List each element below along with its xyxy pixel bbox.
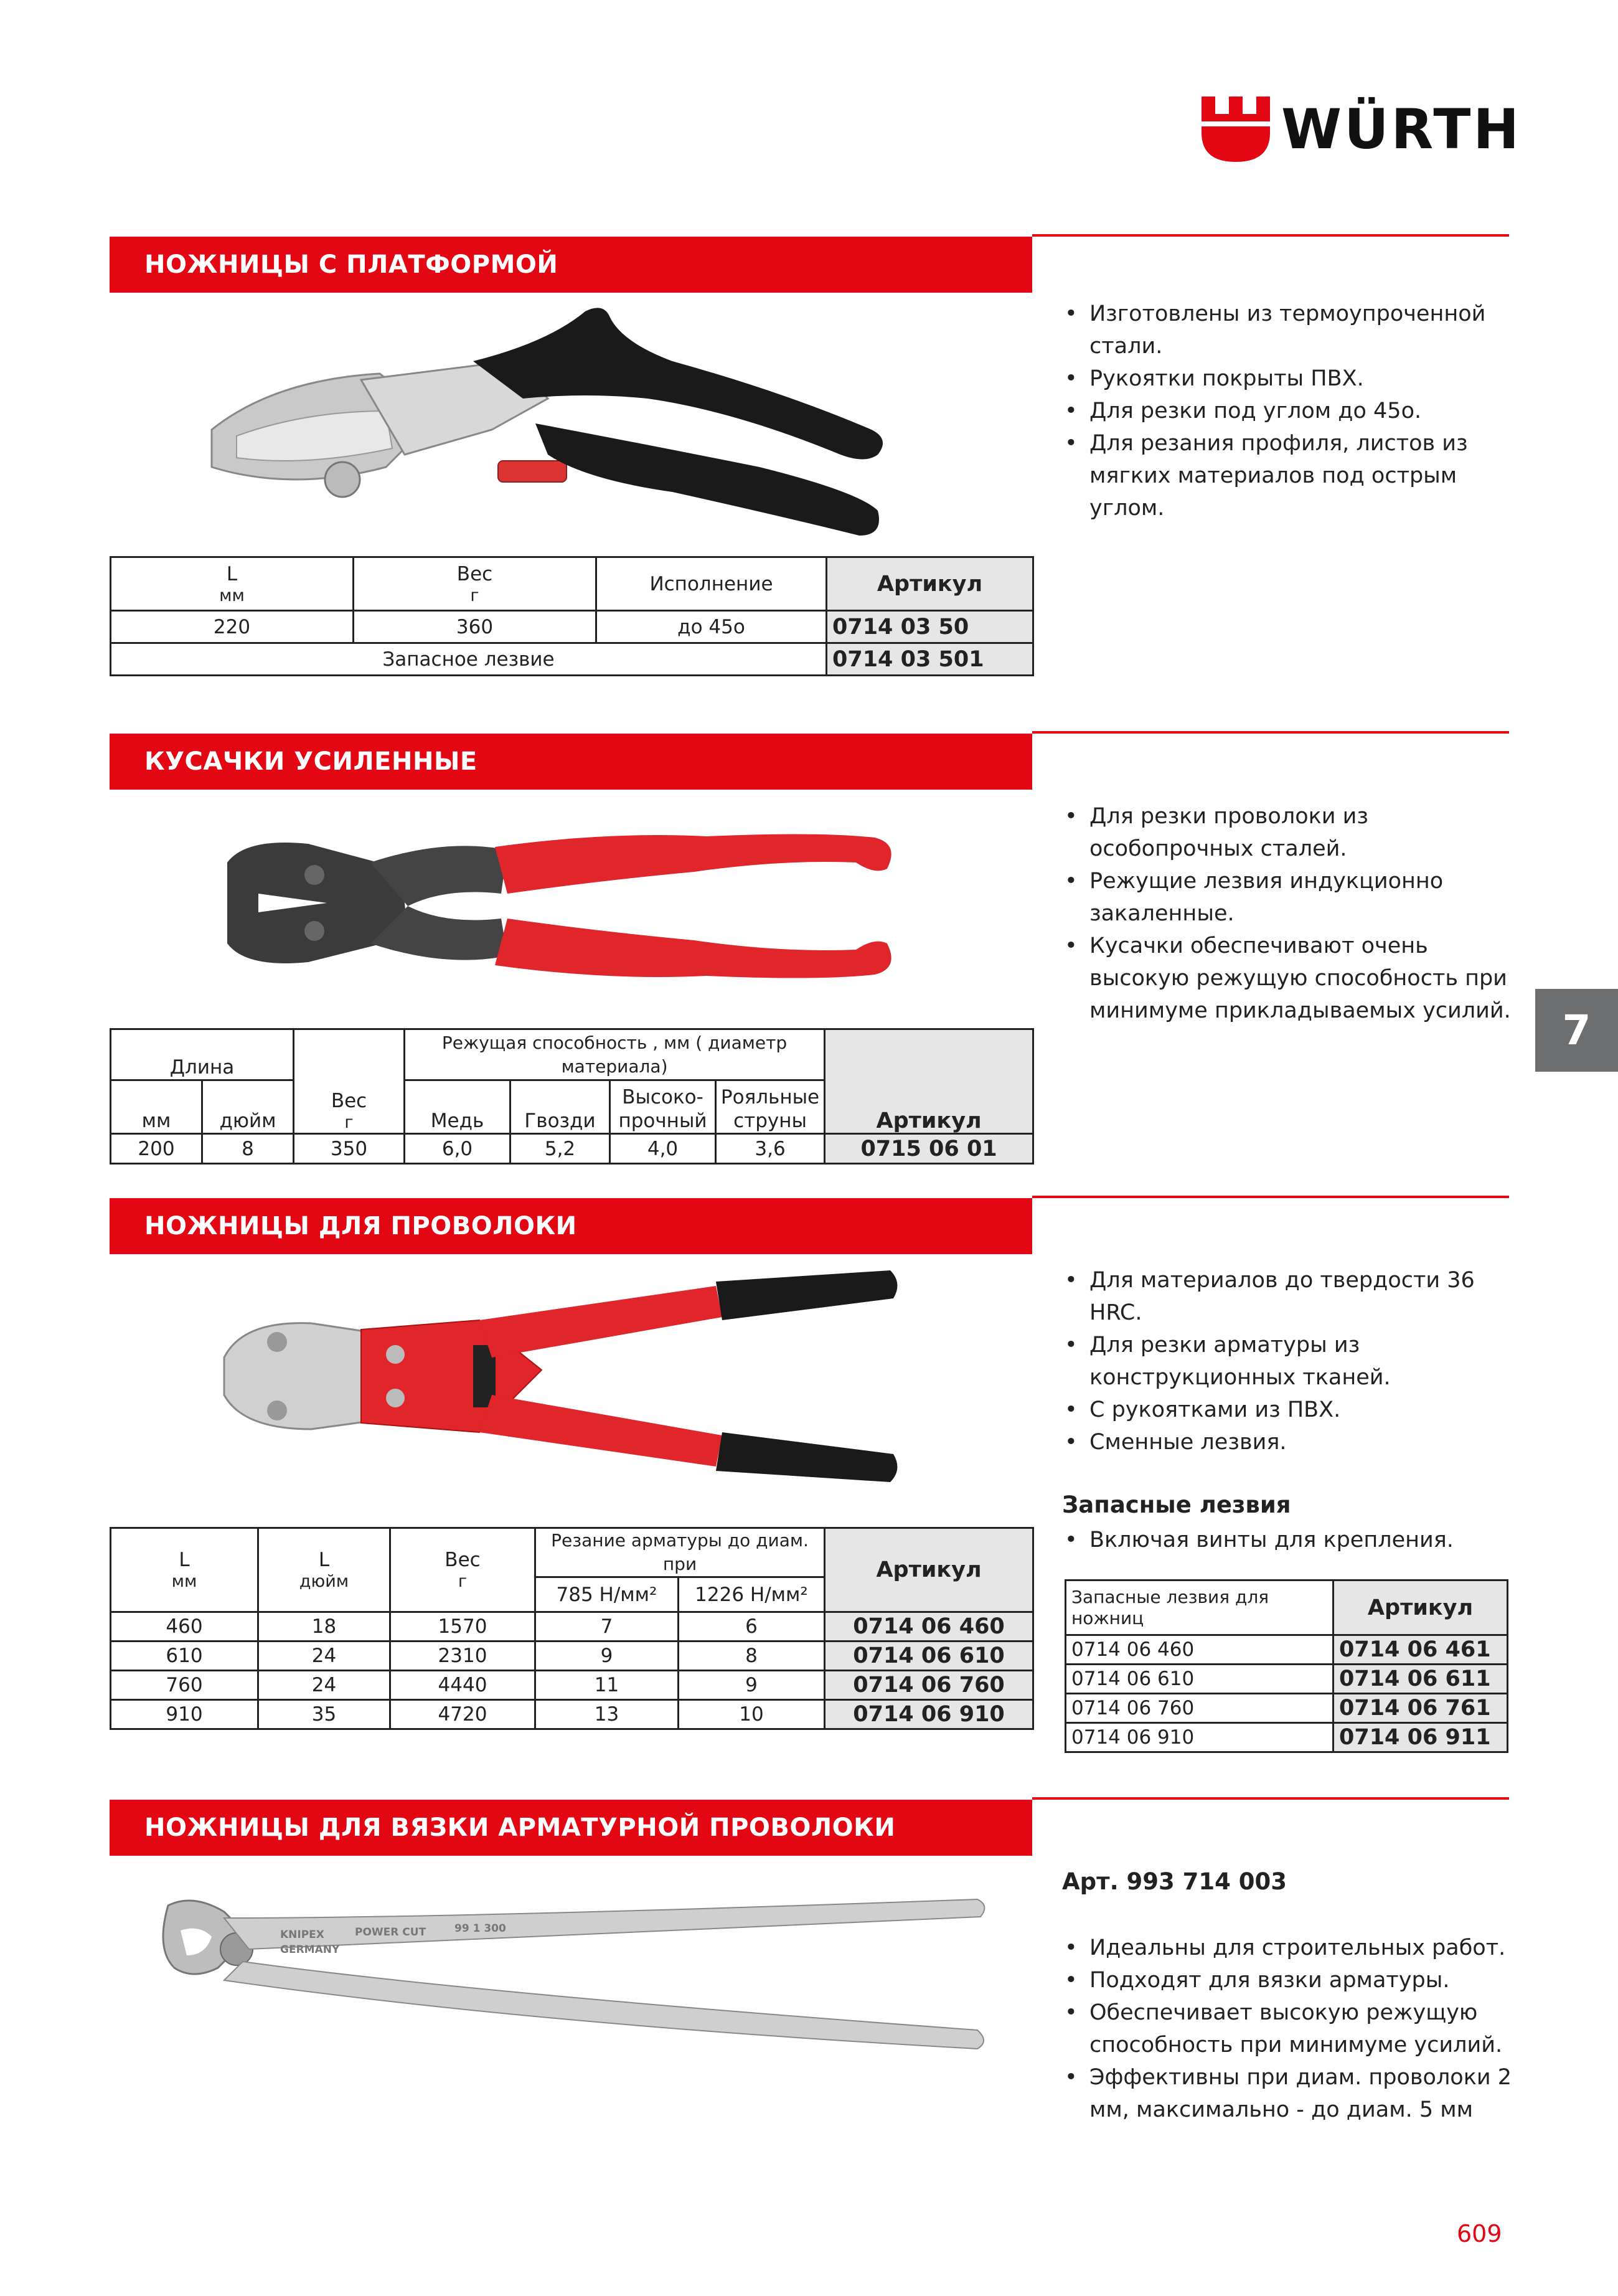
cell-weight: 4720 xyxy=(390,1700,535,1729)
wurth-emblem-icon xyxy=(1202,97,1270,162)
cell-tool-article: 0714 06 910 xyxy=(1066,1723,1333,1752)
spare-blades-heading: Запасные лезвия xyxy=(1062,1491,1291,1518)
feature-item: • Для резки арматуры из конструкционных тканей. xyxy=(1065,1329,1525,1394)
spare-blades-features xyxy=(1065,1524,1525,1556)
feature-item: • Для резки под углом до 45о. xyxy=(1065,395,1538,427)
section-divider xyxy=(1032,234,1509,237)
cell-cut-1226: 10 xyxy=(679,1700,825,1729)
col-header-article: Артикул xyxy=(825,1029,1033,1134)
feature-item: • Для резки проволоки из особопрочных сталей. xyxy=(1065,800,1525,865)
col-header-cut: Резание арматуры до диам. при xyxy=(535,1528,825,1577)
cell-tool-article: 0714 06 460 xyxy=(1066,1635,1333,1665)
cell-weight: 2310 xyxy=(390,1642,535,1671)
cell-article: 0714 06 761 xyxy=(1333,1694,1508,1723)
table-row xyxy=(1066,1665,1508,1694)
table-row xyxy=(1066,1694,1508,1723)
section-divider xyxy=(1032,731,1509,734)
cell-article: 0714 06 611 xyxy=(1333,1665,1508,1694)
cell-piano-wire: 3,6 xyxy=(716,1134,825,1164)
cell-mm: 460 xyxy=(111,1612,258,1642)
platform-shears-table xyxy=(110,556,1034,676)
cell-copper: 6,0 xyxy=(405,1134,510,1164)
col-header-length: Длина xyxy=(111,1029,294,1080)
feature-item: • Обеспечивает высокую режущую способность при минимуме усилий. xyxy=(1065,1996,1538,2061)
col-header-weight: Вес г xyxy=(354,557,596,611)
cell-inch: 24 xyxy=(258,1642,390,1671)
cell-high-strength: 4,0 xyxy=(610,1134,716,1164)
section-divider xyxy=(1032,1196,1509,1198)
col-header-l: L мм xyxy=(111,557,354,611)
cell-cut-785: 13 xyxy=(535,1700,679,1729)
feature-item: • Для материалов до твердости 36 HRC. xyxy=(1065,1264,1525,1329)
wire-cutters-image xyxy=(218,1270,903,1482)
feature-item: • Для резания профиля, листов из мягких материалов под острым углом. xyxy=(1065,427,1538,524)
spare-blades-table xyxy=(1065,1579,1508,1753)
table-row xyxy=(111,643,1033,676)
cell-cut-785: 7 xyxy=(535,1612,679,1642)
col-header-cut-1226: 1226 Н/мм² xyxy=(679,1577,825,1612)
cell-mm: 760 xyxy=(111,1671,258,1700)
platform-shears-features xyxy=(1065,298,1538,524)
section-divider xyxy=(1032,1797,1509,1800)
table-row xyxy=(111,1700,1033,1729)
rebar-pliers-features xyxy=(1065,1932,1538,2126)
col-header-mm: мм xyxy=(111,1080,202,1134)
col-header-article: Артикул xyxy=(827,557,1033,611)
cell-article: 0714 06 610 xyxy=(825,1642,1033,1671)
col-header-capacity: Режущая способность , мм ( диаметр материала) xyxy=(405,1029,825,1080)
tool-marking-brand: KNIPEX xyxy=(280,1929,324,1941)
feature-item: • С рукоятками из ПВХ. xyxy=(1065,1394,1525,1426)
cell-cut-1226: 6 xyxy=(679,1612,825,1642)
table-row xyxy=(111,1134,1033,1164)
col-header-inch: дюйм xyxy=(202,1080,294,1134)
feature-item: • Идеальны для строительных работ. xyxy=(1065,1932,1538,1964)
cell-nails: 5,2 xyxy=(510,1134,610,1164)
col-header-piano-wire: Рояльные струны xyxy=(716,1080,825,1134)
cell-mm: 610 xyxy=(111,1642,258,1671)
cell-article: 0714 06 461 xyxy=(1333,1635,1508,1665)
section-title-wire-cutters: НОЖНИЦЫ ДЛЯ ПРОВОЛОКИ xyxy=(110,1198,1032,1254)
section-title-bolt-cutters: КУСАЧКИ УСИЛЕННЫЕ xyxy=(110,734,1032,790)
cell-mm: 910 xyxy=(111,1700,258,1729)
cell-inch: 8 xyxy=(202,1134,294,1164)
chapter-tab[interactable]: 7 xyxy=(1535,989,1618,1072)
feature-item: • Эффективны при диам. проволоки 2 мм, максимально - до диам. 5 мм xyxy=(1065,2061,1538,2126)
cell-article: 0715 06 01 xyxy=(825,1134,1033,1164)
cell-tool-article: 0714 06 760 xyxy=(1066,1694,1333,1723)
tool-marking-model: POWER CUT xyxy=(355,1926,426,1939)
tool-marking-code: 99 1 300 xyxy=(454,1922,506,1935)
feature-item: • Включая винты для крепления. xyxy=(1065,1524,1525,1556)
col-header-version: Исполнение xyxy=(596,557,827,611)
feature-item: • Изготовлены из термоупроченной стали. xyxy=(1065,298,1538,362)
col-header-l-inch: L дюйм xyxy=(258,1528,390,1612)
table-row xyxy=(111,1642,1033,1671)
page-number: 609 xyxy=(1457,2220,1502,2247)
col-header-article: Артикул xyxy=(1333,1580,1508,1635)
platform-shears-image xyxy=(199,305,896,542)
feature-item: • Режущие лезвия индукционно закаленные. xyxy=(1065,865,1525,930)
cell-cut-1226: 8 xyxy=(679,1642,825,1671)
cell-weight: 1570 xyxy=(390,1612,535,1642)
wurth-logo xyxy=(1202,97,1522,162)
section-title-platform-shears: НОЖНИЦЫ С ПЛАТФОРМОЙ xyxy=(110,237,1032,293)
table-row xyxy=(111,1612,1033,1642)
feature-item: • Кусачки обеспечивают очень высокую режущую способность при минимуме прикладываемых усилий. xyxy=(1065,930,1525,1027)
cell-weight: 360 xyxy=(354,611,596,643)
rebar-tying-pliers-image xyxy=(156,1893,990,2055)
wire-cutters-table xyxy=(110,1527,1034,1730)
cell-length: 220 xyxy=(111,611,354,643)
col-header-weight: Вес г xyxy=(390,1528,535,1612)
cell-inch: 24 xyxy=(258,1671,390,1700)
cell-inch: 18 xyxy=(258,1612,390,1642)
cell-weight: 350 xyxy=(294,1134,405,1164)
cell-cut-1226: 9 xyxy=(679,1671,825,1700)
section-title-rebar-tying-pliers: НОЖНИЦЫ ДЛЯ ВЯЗКИ АРМАТУРНОЙ ПРОВОЛОКИ xyxy=(110,1800,1032,1856)
cell-inch: 35 xyxy=(258,1700,390,1729)
wire-cutters-features xyxy=(1065,1264,1525,1458)
col-header-cut-785: 785 Н/мм² xyxy=(535,1577,679,1612)
cell-cut-785: 11 xyxy=(535,1671,679,1700)
col-header-nails: Гвозди xyxy=(510,1080,610,1134)
cell-article: 0714 06 760 xyxy=(825,1671,1033,1700)
cell-version: до 45о xyxy=(596,611,827,643)
cell-cut-785: 9 xyxy=(535,1642,679,1671)
bolt-cutters-table xyxy=(110,1028,1034,1165)
table-row xyxy=(1066,1723,1508,1752)
col-header-article: Артикул xyxy=(825,1528,1033,1612)
cell-mm: 200 xyxy=(111,1134,202,1164)
col-header-l-mm: L мм xyxy=(111,1528,258,1612)
cell-article: 0714 03 50 xyxy=(827,611,1033,643)
col-header-weight: Вес г xyxy=(294,1029,405,1134)
col-header-high-strength: Высоко-прочный xyxy=(610,1080,716,1134)
cell-article: 0714 06 910 xyxy=(825,1700,1033,1729)
feature-item: • Подходят для вязки арматуры. xyxy=(1065,1964,1538,1996)
cell-tool-article: 0714 06 610 xyxy=(1066,1665,1333,1694)
bolt-cutters-image xyxy=(221,825,900,987)
article-line: Арт. 993 714 003 xyxy=(1062,1868,1287,1895)
cell-article: 0714 06 460 xyxy=(825,1612,1033,1642)
feature-item: • Сменные лезвия. xyxy=(1065,1426,1525,1458)
brand-name: WÜRTH xyxy=(1281,97,1522,161)
cell-article: 0714 03 501 xyxy=(827,643,1033,676)
cell-spare-label: Запасное лезвие xyxy=(111,643,827,676)
feature-item: • Рукоятки покрыты ПВХ. xyxy=(1065,362,1538,395)
table-row xyxy=(1066,1635,1508,1665)
col-header-copper: Медь xyxy=(405,1080,510,1134)
tool-marking-origin: GERMANY xyxy=(280,1944,340,1956)
bolt-cutters-features xyxy=(1065,800,1525,1027)
cell-weight: 4440 xyxy=(390,1671,535,1700)
col-header-spare-for: Запасные лезвия для ножниц xyxy=(1066,1580,1333,1635)
cell-article: 0714 06 911 xyxy=(1333,1723,1508,1752)
table-row xyxy=(111,1671,1033,1700)
table-row xyxy=(111,611,1033,643)
